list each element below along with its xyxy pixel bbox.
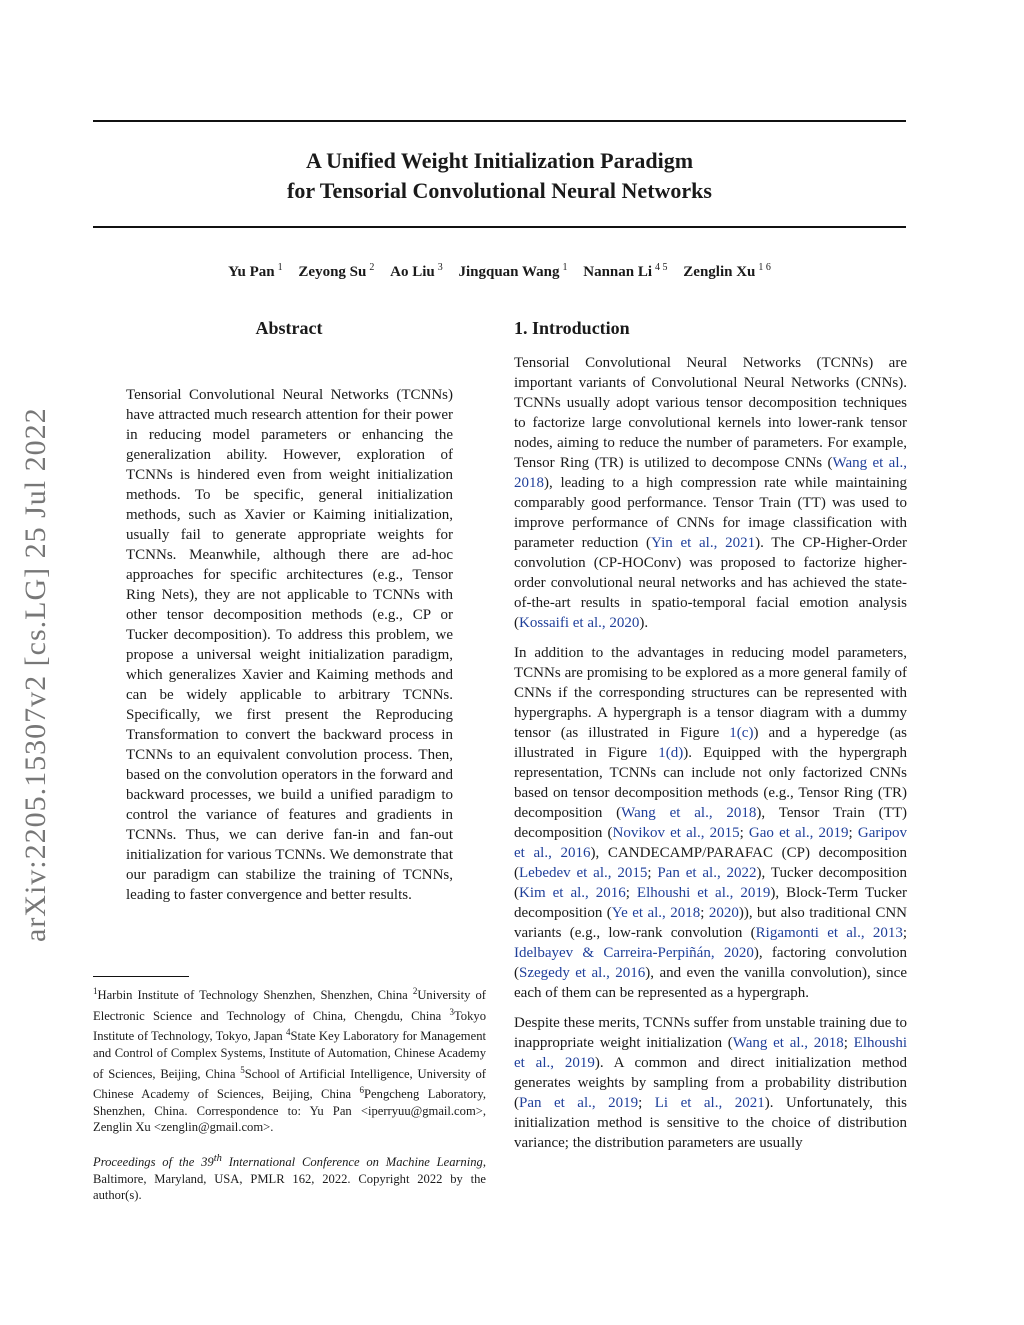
- author: Ao Liu $^3$: [390, 262, 443, 280]
- citation-link[interactable]: Yin et al., 2021: [651, 535, 756, 551]
- intro-paragraph: [514, 643, 907, 1003]
- footnote-rule: [93, 976, 189, 977]
- author: Yu Pan $^1$: [228, 262, 283, 280]
- intro-paragraph: [514, 1013, 907, 1153]
- paragraph-text: ), Tucker decomposition (: [514, 865, 907, 901]
- paragraph-text: Despite these merits, TCNNs suffer from unstable training due to inappropriate weight initialization (: [514, 1015, 907, 1051]
- paragraph-text: )), but also traditional CNN variants (e.g., low-rank convolution (: [514, 905, 907, 941]
- citation-link[interactable]: Pan et al., 2022: [657, 865, 757, 881]
- author: Jingquan Wang $^1$: [458, 262, 568, 280]
- paragraph-text: ), and even the vanilla convolution), since each of them can be represented as a hypergraph.: [514, 965, 907, 1001]
- affiliations-footnote: $^1$Harbin Institute of Technology Shenzhen, Shenzhen, China $^2$University of Electronic Science and Technology of China, Chengdu, China $^3$Tokyo Institute of Technology, Tokyo, Japan $^4$State Key Laboratory for Management and Control of Complex Systems, Institute of Automation, Chinese Academy of Sciences, Beijing, China $^5$School of Artificial Intelligence, University of Chinese Academy of Sciences, Beijing, China $^6$Pengcheng Laboratory, Shenzhen, China. Correspondence to: Yu Pan <iperryuu@gmail.com>, Zenglin Xu <zenglin@gmail.com>.: [93, 986, 487, 1135]
- paragraph-text: ;: [843, 1035, 854, 1051]
- paragraph-text: ;: [700, 905, 709, 921]
- arxiv-identifier: arXiv:2205.15307v2 [cs.LG] 25 Jul 2022: [19, 407, 52, 942]
- paragraph-text: ;: [902, 925, 907, 941]
- paragraph-text: ) and a hyperedge (as illustrated in Figure: [514, 725, 907, 761]
- citation-link[interactable]: Ye et al., 2018: [611, 905, 701, 921]
- paragraph-text: ). A common and direct initialization method generates weights by sampling from a probability distribution (: [514, 1055, 907, 1111]
- paragraph-text: ), Block-Term Tucker decomposition (: [514, 885, 907, 921]
- citation-link[interactable]: Novikov et al., 2015: [612, 825, 740, 841]
- paragraph-text: ). The CP-Higher-Order convolution (CP-HOConv) was proposed to factorize higher-order convolutional neural networks and has achieved the state-of-the-art results in spatio-temporal facial emotion analysis (: [514, 535, 907, 631]
- citation-link[interactable]: Kim et al., 2016: [519, 885, 626, 901]
- citation-link[interactable]: Garipov et al., 2016: [514, 825, 908, 861]
- paragraph-text: In addition to the advantages in reducing model parameters, TCNNs are promising to be explored as a more general family of CNNs if the corresponding structures can be represented with hypergraphs. A hypergraph is a tensor diagram with a dummy tensor (as illustrated in Figure: [514, 645, 907, 741]
- paragraph-text: ). Equipped with the hypergraph representation, TCNNs can include not only factorized CNNs based on tensor decomposition methods (e.g., Tensor Ring (TR) decomposition (: [514, 745, 907, 821]
- author-list: [93, 262, 906, 281]
- title-line-1: A Unified Weight Initialization Paradigm: [305, 148, 694, 173]
- paragraph-text: Tensorial Convolutional Neural Networks (TCNNs) are important variants of Convolutional Neural Networks (CNNs). TCNNs usually adopt various tensor decomposition techniques to factorize large convolutional kernels into lower-rank tensor nodes, aiming to reduce the number of parameters. For example, Tensor Ring (TR) is utilized to decompose CNNs (: [514, 355, 907, 471]
- citation-link[interactable]: Kossaifi et al., 2020: [519, 615, 640, 631]
- citation-link[interactable]: Wang et al., 2018: [732, 1035, 844, 1051]
- author: Nannan Li $^{4 5}$: [583, 262, 668, 280]
- paragraph-text: ;: [647, 865, 658, 881]
- title-line-2: for Tensorial Convolutional Neural Networks: [287, 178, 712, 203]
- citation-link[interactable]: Elhoushi et al., 2019: [636, 885, 771, 901]
- citation-link[interactable]: Lebedev et al., 2015: [519, 865, 648, 881]
- paragraph-text: ;: [739, 825, 749, 841]
- citation-link[interactable]: Wang et al., 2018: [514, 455, 907, 491]
- author: Zenglin Xu $^{1 6}$: [683, 262, 771, 280]
- abstract-text: Tensorial Convolutional Neural Networks (TCNNs) have attracted much research attention for their power in reducing model parameters or enhancing the generalization ability. However, exploration of TCNNs is hindered even from weight initialization methods. To be specific, general initialization methods, such as Xavier or Kaiming initialization, usually fail to generate appropriate weights for TCNNs. Meanwhile, although there are ad-hoc approaches for specific architectures (e.g., Tensor Ring Nets), they are not applicable to TCNNs with other tensor decomposition methods (e.g., CP or Tucker decomposition). To address this problem, we propose a universal weight initialization paradigm, which generalizes Xavier and Kaiming methods and can be widely applicable to arbitrary TCNNs. Specifically, we first present the Reproducing Transformation to convert the backward process in TCNNs to an equivalent convolution process. Then, based on the convolution operators in the forward and backward processes, we build a unified paradigm to control the variance of features and gradients in TCNNs. Thus, we can derive fan-in and fan-out initialization for various TCNNs. We demonstrate that our paradigm can stabilize the training of TCNNs, leading to faster convergence and better results.: [126, 387, 453, 903]
- citation-link[interactable]: Idelbayev & Carreira-Perpiñán, 2020: [514, 945, 754, 961]
- introduction-body: [514, 353, 907, 1163]
- citation-link[interactable]: Rigamonti et al., 2013: [755, 925, 903, 941]
- proceedings-note: Proceedings of the 39th International Conference on Machine Learning, Baltimore, Maryland, USA, PMLR 162, 2022. Copyright 2022 by the author(s).: [93, 1153, 486, 1203]
- paragraph-text: ), factoring convolution (: [514, 945, 908, 981]
- citation-link[interactable]: 1(d): [658, 745, 684, 761]
- paragraph-text: ), leading to a high compression rate while maintaining comparably good performance. Tensor Train (TT) was used to improve performance of CNNs for image classification with parameter reduction (: [514, 475, 907, 551]
- citation-link[interactable]: Li et al., 2021: [654, 1095, 765, 1111]
- citation-link[interactable]: Wang et al., 2018: [621, 805, 757, 821]
- paragraph-text: ), Tensor Train (TT) decomposition (: [514, 805, 907, 841]
- paragraph-text: ;: [638, 1095, 655, 1111]
- top-rule: [93, 120, 906, 122]
- paragraph-text: ;: [625, 885, 637, 901]
- intro-paragraph: [514, 353, 907, 633]
- citation-link[interactable]: 1(c): [729, 725, 754, 741]
- author: Zeyong Su $^2$: [298, 262, 375, 280]
- abstract-heading: Abstract: [255, 318, 323, 338]
- paragraph-text: ), CANDECAMP/PARAFAC (CP) decomposition (: [514, 845, 907, 881]
- citation-link[interactable]: Szegedy et al., 2016: [519, 965, 646, 981]
- introduction-heading: 1. Introduction: [514, 318, 630, 338]
- paragraph-text: ). Unfortunately, this initialization method is sensitive to the choice of distribution variance; the distribution parameters are usually: [514, 1095, 908, 1151]
- paragraph-text: ).: [639, 615, 649, 631]
- citation-link[interactable]: Pan et al., 2019: [519, 1095, 639, 1111]
- citation-link[interactable]: Gao et al., 2019: [748, 825, 849, 841]
- title-bottom-rule: [93, 226, 906, 228]
- paragraph-text: ;: [848, 825, 858, 841]
- citation-link[interactable]: Elhoushi et al., 2019: [514, 1035, 908, 1071]
- citation-link[interactable]: 2020: [708, 905, 739, 921]
- paper-title: [93, 146, 906, 206]
